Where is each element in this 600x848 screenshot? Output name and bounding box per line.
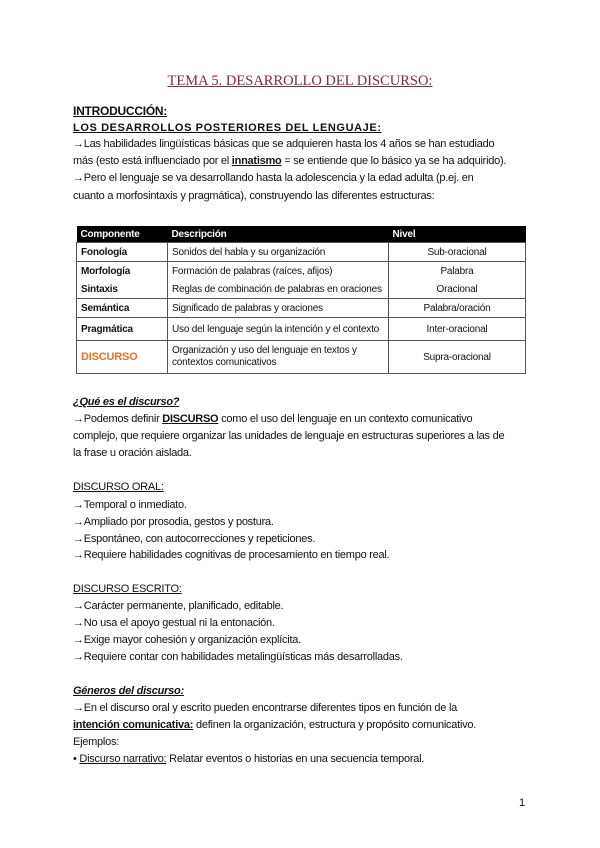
text: →Podemos definir (73, 413, 163, 425)
list-item: →Requiere habilidades cognitivas de procesamiento en tiempo real. (73, 549, 390, 561)
section-heading: DISCURSO ESCRITO: (73, 583, 182, 595)
cell: Sonidos del habla y su organización (168, 243, 389, 262)
paragraph-line (73, 412, 472, 426)
list-item: →Exige mayor cohesión y organización explícita. (73, 634, 301, 646)
cell: Fonología (77, 243, 168, 262)
paragraph-line (73, 718, 476, 732)
discurso-term: DISCURSO (162, 413, 219, 425)
cell: Morfología (77, 262, 168, 281)
page-title: TEMA 5. DESARROLLO DEL DISCURSO: (167, 73, 433, 89)
cell: Palabra/oración (389, 299, 526, 318)
term: Discurso narrativo: (79, 753, 167, 765)
header-cell: Nivel (389, 226, 526, 243)
intro-line: →Pero el lenguaje se va desarrollando hasta la adolescencia y la edad adulta (p.ej. en (73, 172, 474, 184)
intro-line: cuanto a morfosintaxis y pragmática), construyendo las diferentes estructuras: (73, 190, 435, 202)
cell: Organización y uso del lenguaje en textos y contextos comunicativos (168, 341, 389, 374)
table-row (77, 262, 526, 281)
cell: Reglas de combinación de palabras en oraciones (168, 280, 389, 299)
cell: Supra-oracional (389, 341, 526, 374)
innatismo-term: innatismo (231, 155, 282, 167)
list-item: →Ampliado por prosodia, gestos y postura. (73, 516, 274, 528)
intencion-term: intención comunicativa: (73, 719, 194, 731)
paragraph-line: complejo, que requiere organizar las unidades de lenguaje en estructuras superiores a las de (73, 430, 505, 442)
paragraph-line: Ejemplos: (73, 736, 120, 748)
paragraph-line: →En el discurso oral y escrito pueden encontrarse diferentes tipos en función de la (73, 702, 458, 714)
intro-heading: INTRODUCCIÓN: (73, 104, 168, 118)
text: definen la organización, estructura y propósito comunicativo. (193, 719, 477, 731)
intro-line: →Las habilidades lingüísticas básicas que se adquieren hasta los 4 años se han estudiado (73, 138, 495, 150)
page-number: 1 (519, 797, 526, 809)
list-item: →Temporal o inmediato. (73, 499, 187, 511)
cell: Uso del lenguaje según la intención y el contexto (168, 318, 389, 341)
table-row (77, 280, 526, 299)
list-item: →No usa el apoyo gestual ni la entonación. (73, 617, 275, 629)
cell: Oracional (389, 280, 526, 299)
cell: DISCURSO (77, 341, 168, 374)
table-row (77, 243, 526, 262)
text: = se entiende que lo básico ya se ha adquirido). (281, 155, 507, 167)
text: como el uso del lenguaje en un contexto comunicativo (218, 413, 473, 425)
cell: Palabra (389, 262, 526, 281)
table-header-row (77, 226, 526, 243)
text: Relatar eventos o historias en una secuencia temporal. (166, 753, 425, 765)
list-item: →Espontáneo, con autocorrecciones y repeticiones. (73, 533, 316, 545)
cell: Pragmática (77, 318, 168, 341)
text: más (esto está influenciado por el (73, 155, 232, 167)
cell: Semántica (77, 299, 168, 318)
cell: Sub-oracional (389, 243, 526, 262)
table-row (77, 341, 526, 374)
cell: Inter-oracional (389, 318, 526, 341)
intro-subheading: LOS DESARROLLOS POSTERIORES DEL LENGUAJE: (73, 122, 382, 134)
section-heading: DISCURSO ORAL: (73, 481, 164, 493)
cell: Formación de palabras (raíces, afijos) (168, 262, 389, 281)
section-heading: ¿Qué es el discurso? (73, 396, 180, 408)
list-item: →Carácter permanente, planificado, editable. (73, 600, 284, 612)
header-cell: Descripción (168, 226, 389, 243)
header-cell: Componente (77, 226, 168, 243)
paragraph-line: la frase u oración aislada. (73, 447, 192, 459)
table-row (77, 299, 526, 318)
list-item (73, 752, 424, 766)
intro-line (73, 154, 506, 168)
table-row (77, 318, 526, 341)
cell: Significado de palabras y oraciones (168, 299, 389, 318)
cell: Sintaxis (77, 280, 168, 299)
list-item: →Requiere contar con habilidades metalingüísticas más desarrolladas. (73, 651, 403, 663)
bullet-icon: • (73, 753, 80, 765)
language-components-table (76, 226, 526, 374)
section-heading: Géneros del discurso: (73, 685, 184, 697)
